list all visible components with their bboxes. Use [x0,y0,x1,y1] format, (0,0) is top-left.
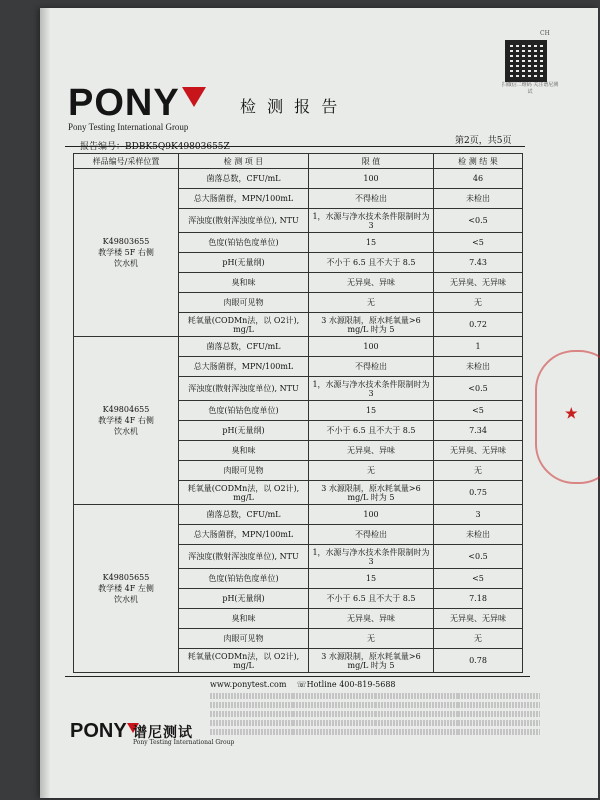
limit-cell: 无 [309,293,434,313]
result-cell: 无 [434,629,523,649]
sample-device: 饮水机 [114,427,138,436]
limit-cell: 100 [309,169,434,189]
footer-brand-en: Pony Testing International Group [133,739,235,746]
result-cell: 7.18 [434,589,523,609]
red-seal-stamp [555,350,600,480]
result-cell: <5 [434,233,523,253]
footer-brand-cn: 谱尼测试 [133,725,193,741]
sample-device: 饮水机 [114,259,138,268]
sample-sample-id: K49805655 [102,573,150,582]
item-cell: 耗氧量(CODMn法，以 O2计), mg/L [179,649,309,673]
item-cell: 肉眼可见物 [179,461,309,481]
limit-cell: 无异臭、异味 [309,273,434,293]
result-cell: 7.34 [434,421,523,441]
sample-location: 教学楼 4F 左侧 [98,584,154,593]
result-cell: 3 [434,505,523,525]
sample-cell [74,505,179,673]
logo-triangle-icon [182,87,206,107]
qr-caption: 扫微信二维码 关注谱尼测试 [501,82,559,95]
item-cell: 菌落总数，CFU/mL [179,505,309,525]
sample-sample-id: K49804655 [102,405,150,414]
limit-cell: 无异臭、异味 [309,441,434,461]
result-cell: <0.5 [434,377,523,401]
item-cell: 臭和味 [179,609,309,629]
sample-location: 教学楼 4F 右侧 [98,416,154,425]
limit-cell: 无 [309,629,434,649]
result-cell: 46 [434,169,523,189]
logo-text: PONY [68,82,180,124]
limit-cell: 无异臭、异味 [309,609,434,629]
limit-cell: 15 [309,233,434,253]
result-cell: 无 [434,293,523,313]
col-limit: 限 值 [309,154,434,169]
result-cell: 无异臭、无异味 [434,609,523,629]
limit-cell: 不得检出 [309,189,434,209]
item-cell: 菌落总数，CFU/mL [179,337,309,357]
item-cell: 色度(铂钴色度单位) [179,401,309,421]
col-sample: 样品编号/采样位置 [74,154,179,169]
item-cell: 肉眼可见物 [179,629,309,649]
limit-cell: 无 [309,461,434,481]
star-icon: ★ [565,405,578,421]
col-item: 检 测 项 目 [179,154,309,169]
limit-cell: 不得检出 [309,525,434,545]
table-row [74,505,523,525]
office-addresses [210,693,540,735]
table-row [74,337,523,357]
result-cell: 无异臭、无异味 [434,441,523,461]
footer-website: www.ponytest.com ☏Hotline 400-819-5688 [210,680,396,689]
result-cell: 无异臭、无异味 [434,273,523,293]
item-cell: 总大肠菌群，MPN/100mL [179,189,309,209]
result-cell: 7.43 [434,253,523,273]
item-cell: 耗氧量(CODMn法，以 O2计), mg/L [179,313,309,337]
item-cell: 色度(铂钴色度单位) [179,233,309,253]
table-row [74,169,523,189]
header-rule [65,146,525,147]
table-body [74,169,523,673]
result-cell: 未检出 [434,357,523,377]
limit-cell: 100 [309,337,434,357]
result-cell: 无 [434,461,523,481]
item-cell: pH(无量纲) [179,589,309,609]
page-count: 第2页，共5页 [455,136,512,146]
item-cell: 浑浊度(散射浑浊度单位), NTU [179,545,309,569]
result-cell: 0.72 [434,313,523,337]
result-cell: 未检出 [434,525,523,545]
item-cell: pH(无量纲) [179,253,309,273]
report-number: 报告编号：BDBK5Q9K49803655Z [80,142,230,152]
result-cell: 0.75 [434,481,523,505]
result-cell: <0.5 [434,545,523,569]
limit-cell: 1，水源与净水技术条件限制时为 3 [309,209,434,233]
item-cell: 肉眼可见物 [179,293,309,313]
sample-cell [74,337,179,505]
limit-cell: 不小于 6.5 且不大于 8.5 [309,589,434,609]
item-cell: 色度(铂钴色度单位) [179,569,309,589]
results-table [73,153,523,673]
item-cell: pH(无量纲) [179,421,309,441]
result-cell: 未检出 [434,189,523,209]
limit-cell: 不小于 6.5 且不大于 8.5 [309,421,434,441]
footer-rule [65,676,530,677]
limit-cell: 不小于 6.5 且不大于 8.5 [309,253,434,273]
sample-location: 教学楼 5F 右侧 [98,248,154,257]
footer-hotline: Hotline 400-819-5688 [306,680,396,689]
sample-device: 饮水机 [114,595,138,604]
limit-cell: 1，水源与净水技术条件限制时为 3 [309,545,434,569]
limit-cell: 3 水源限制，原水耗氧量>6 mg/L 时为 5 [309,481,434,505]
item-cell: 耗氧量(CODMn法，以 O2计), mg/L [179,481,309,505]
limit-cell: 1，水源与净水技术条件限制时为 3 [309,377,434,401]
limit-cell: 3 水源限制，原水耗氧量>6 mg/L 时为 5 [309,649,434,673]
result-cell: <0.5 [434,209,523,233]
qr-number: CH [540,30,550,37]
item-cell: 浑浊度(散射浑浊度单位), NTU [179,377,309,401]
table-header-row [74,154,523,169]
footer-logo: PONY [70,720,139,743]
document-title: 检 测 报 告 [240,97,341,116]
item-cell: 臭和味 [179,273,309,293]
limit-cell: 15 [309,569,434,589]
item-cell: 总大肠菌群，MPN/100mL [179,525,309,545]
col-result: 检 测 结 果 [434,154,523,169]
item-cell: 总大肠菌群，MPN/100mL [179,357,309,377]
logo-subtitle: Pony Testing International Group [68,122,189,132]
sample-cell [74,169,179,337]
sample-sample-id: K49803655 [102,237,150,246]
limit-cell: 100 [309,505,434,525]
result-cell: 1 [434,337,523,357]
page-fold [40,8,50,798]
limit-cell: 15 [309,401,434,421]
result-cell: 0.78 [434,649,523,673]
result-cell: <5 [434,401,523,421]
item-cell: 臭和味 [179,441,309,461]
pony-logo [68,82,206,125]
limit-cell: 3 水源限制，原水耗氧量>6 mg/L 时为 5 [309,313,434,337]
qr-code-icon [505,40,547,82]
limit-cell: 不得检出 [309,357,434,377]
item-cell: 浑浊度(散射浑浊度单位), NTU [179,209,309,233]
item-cell: 菌落总数，CFU/mL [179,169,309,189]
result-cell: <5 [434,569,523,589]
